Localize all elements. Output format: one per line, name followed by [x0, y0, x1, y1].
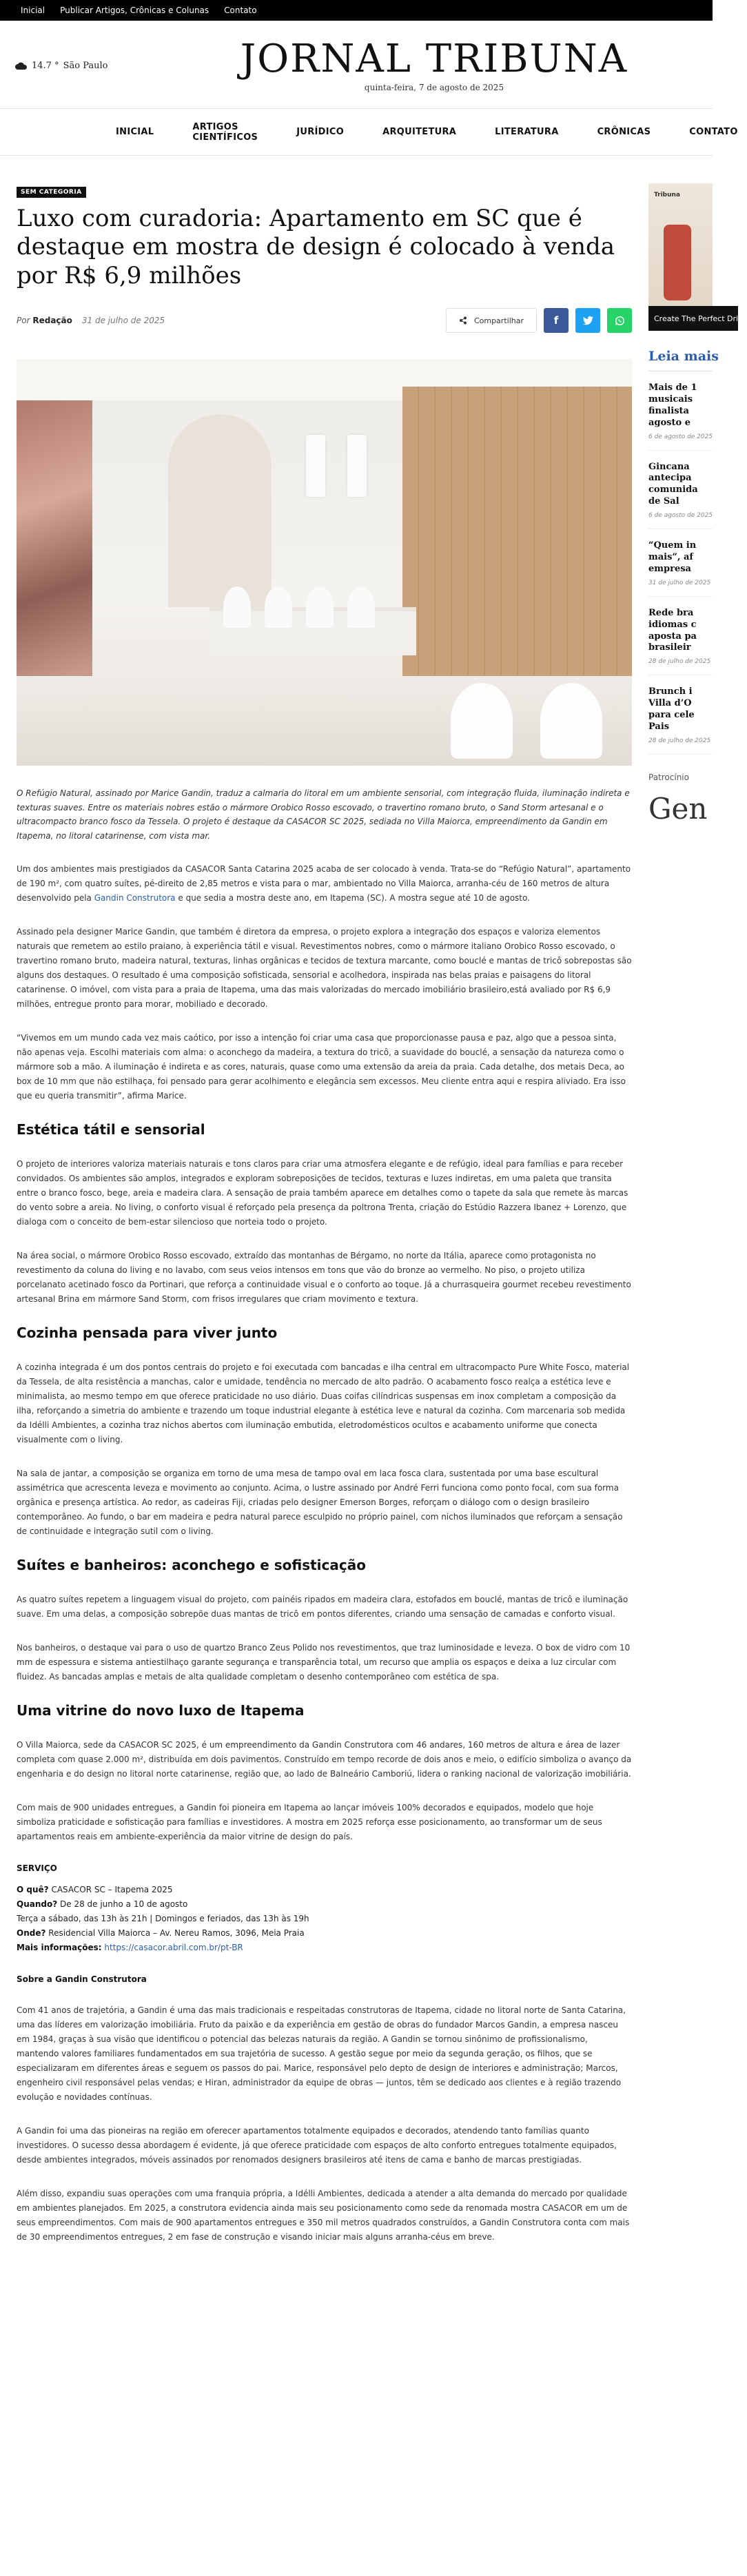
current-date: quinta-feira, 7 de agosto de 2025	[364, 83, 504, 92]
paragraph: Com mais de 900 unidades entregues, a Gandin foi pioneira em Itapema ao lançar imóveis 100% decorados e equipados, modelo que hoje simboliza praticidade e sofisticação para famílias e investidores. A mostra em 2025 reforça esse posicionamento, ao transformar um de seus apartamentos reais em ambiente-experiência da maior vitrine de design do país.	[17, 1802, 602, 1841]
servico-heading: SERVIÇO	[17, 1863, 57, 1873]
related-title[interactable]: “Quem in mais”, af empresa	[648, 540, 697, 574]
ad-brand: Tribuna	[654, 192, 681, 198]
related-title[interactable]: Mais de 1 musicais finalista agosto e	[648, 382, 697, 428]
servico-info	[17, 1883, 632, 1955]
section-heading: Cozinha pensada para viver junto	[17, 1324, 278, 1341]
nav-arquitetura[interactable]: ARQUITETURA	[382, 127, 457, 137]
servico-line: O quê? CASACOR SC – Itapema 2025	[17, 1884, 173, 1894]
servico-line: Quando? De 28 de junho a 10 de agosto	[17, 1899, 188, 1909]
weather-temp: 14.7 °	[32, 61, 59, 71]
related-item[interactable]	[648, 382, 713, 451]
servico-line: Onde? Residencial Villa Maiorca – Av. Nereu Ramos, 3096, Meia Praia	[17, 1928, 305, 1938]
topbar-link-publicar[interactable]: Publicar Artigos, Crônicas e Colunas	[60, 6, 209, 15]
hero-chair	[451, 683, 513, 759]
top-bar	[0, 0, 713, 21]
nav-cronicas[interactable]: CRÔNICAS	[597, 127, 651, 137]
nav-inicial[interactable]: INICIAL	[116, 127, 154, 137]
related-title[interactable]: Rede bra idiomas c aposta pa brasileir	[648, 607, 697, 653]
article-title: Luxo com curadoria: Apartamento em SC que é destaque em mostra de design é colocado à venda por R$ 6,9 milhões	[17, 205, 615, 289]
main-nav	[0, 109, 738, 156]
facebook-share-button[interactable]	[544, 308, 569, 333]
leia-mais-heading: Leia mais	[648, 349, 719, 364]
hero-arch	[168, 414, 272, 607]
paragraph: A Gandin foi uma das pioneiras na região em oferecer apartamentos totalmente equipados e decorados, atendendo tanto famílias quanto investidores. O sucesso dessa abordagem é evidente, já que oferece praticidade com espaços de alto conforto entregues totalmente equipados, desde ambientes integrados, móveis assinados por renomados designers brasileiros até itens de cama e banho de marcas prestigiadas.	[17, 2125, 617, 2165]
brand	[227, 37, 641, 92]
hero-stool	[265, 586, 292, 628]
nav-juridico[interactable]: JURÍDICO	[296, 127, 345, 137]
section-heading: Uma vitrine do novo luxo de Itapema	[17, 1701, 305, 1719]
share-button[interactable]	[446, 308, 537, 333]
sidebar	[648, 183, 747, 2245]
article-meta	[17, 307, 632, 334]
hero-hood-left	[306, 435, 325, 497]
hero-wood-panel	[402, 387, 632, 676]
ad-bottle-image	[664, 225, 691, 300]
weather-city: São Paulo	[63, 61, 108, 71]
by-label: Por	[17, 316, 30, 326]
paragraph: “Vivemos em um mundo cada vez mais caótico, por isso a intenção foi criar uma casa que proporcionasse pausa e paz, algo que a pessoa sinta, não apenas veja. Escolhi materiais com alma: o aconchego da madeira, a textura do tricô, a suavidade do bouclé, a sensação da natureza como o mármore sob a mão. A iluminação é indireta e as cores, naturais, quase como uma extensão da areia da praia. Cada detalhe, dos metais Deca, ao box de 10 mm que não estilhaça, foi pensado para gerar acolhimento e elegância sem excessos. Meu cliente entra aqui e respira aliviado. Era isso que eu queria transmitir”, afirma Marice.	[17, 1032, 626, 1101]
related-title[interactable]: Brunch i Villa d’O para cele Pais	[648, 686, 695, 733]
hero-stool	[223, 586, 251, 628]
servico-line: Mais informações: https://casacor.abril.com.br/pt-BR	[17, 1942, 243, 1952]
image-caption: O Refúgio Natural, assinado por Marice Gandin, traduz a calmaria do litoral em um ambiente sensorial, com integração fluida, iluminação indireta e texturas suaves. Entre os materiais nobres estão o mármore Orobico Rosso escovado, o travertino romano bruto, o Sand Storm artesanal e o ultracompacto branco fosco da Tessela. O projeto é destaque da CASACOR SC 2025, sediada no Villa Maiorca, empreendimento da Gandin em Itapema, no litoral catarinense, com vista mar.	[17, 788, 630, 841]
casacor-link[interactable]: https://casacor.abril.com.br/pt-BR	[104, 1942, 243, 1952]
servico-line: Terça a sábado, das 13h às 21h | Domingos e feriados, das 13h às 19h	[17, 1913, 309, 1923]
related-date: 6 de agosto de 2025	[648, 512, 713, 520]
hero-chair	[540, 683, 602, 759]
paragraph: Além disso, expandiu suas operações com uma franquia própria, a Idélli Ambientes, dedicada a atender a alta demanda do mercado por qualidade em ambientes planejados. Em 2025, a construtora evidencia ainda mais seu posicionamento como sede da renomada mostra CASACOR em um de seus empreendimentos. Com mais de 900 apartamentos entregues e 350 mil metros quadrados construídos, a Gandin Construtora conta com mais de 30 empreendimentos entregues, 2 em fase de construção e visando iniciar mais alguns arranha-céus em breve.	[17, 2188, 630, 2242]
related-title[interactable]: Gincana antecipa comunida de Sal	[648, 461, 698, 507]
paragraph: A cozinha integrada é um dos pontos centrais do projeto e foi executada com bancadas e ilha central em ultracompacto Pure White Fosco, material da Tessela, de alta resistência a manchas, calor e umidade, tendência no mercado de alto padrão. O acabamento fosco realça a estética leve e minimalista, ao mesmo tempo em que oferece praticidade no uso diário. Duas coifas cilíndricas suspensas em inox completam a composição da ilha, reforçando a simetria do ambiente e trazendo um toque industrial elegante à estética leve e natural da cozinha. Com marcenaria sob medida da Idélli Ambientes, a cozinha traz nichos abertos com iluminação embutida, eletrodomésticos ocultos e acabamento uniforme que conecta visualmente com o living.	[17, 1362, 630, 1444]
topbar-link-inicial[interactable]: Inicial	[21, 6, 45, 15]
related-date: 31 de julho de 2025	[648, 579, 711, 586]
whatsapp-icon	[615, 316, 625, 326]
hero-stool	[347, 586, 375, 628]
paragraph: As quatro suítes repetem a linguagem visual do projeto, com painéis ripados em madeira clara, estofados em bouclé, mantas de tricô e iluminação suave. Em uma delas, a composição sobrepõe duas mantas de tricô em pontos diferentes, criando uma sensação de camadas e conforto visual.	[17, 1594, 628, 1619]
sponsor-logo[interactable]: Gen	[648, 791, 708, 826]
sidebar-ad[interactable]	[648, 183, 747, 331]
whatsapp-share-button[interactable]	[607, 308, 632, 333]
hero-stool	[306, 586, 334, 628]
paragraph: Assinado pela designer Marice Gandin, que também é diretora da empresa, o projeto explora a integração dos espaços e valoriza elementos naturais que remetem ao estilo praiano, à experiência tátil e visual. Revestimentos nobres, como o mármore italiano Orobico Rosso escovado, o travertino romano bruto, madeira natural, texturas, linhas orgânicas e tecidos de textura marcante, como bouclé e mantas de tricô sobrepostas são alguns dos destaques. O resultado é uma composição sofisticada, sensorial e acolhedora, inspirada nas belas praias e paisagens do litoral catarinense. O imóvel, com vista para a praia de Itapema, uma das mais valorizadas do mercado imobiliário brasileiro,está avaliado por R$ 6,9 milhões, entregue pronto para morar, mobiliado e decorado.	[17, 926, 632, 1009]
related-date: 28 de julho de 2025	[648, 658, 711, 666]
twitter-icon	[583, 316, 593, 325]
section-heading: Suítes e banheiros: aconchego e sofisticação	[17, 1556, 366, 1573]
publish-date: 31 de julho de 2025	[81, 316, 165, 326]
paragraph: Nos banheiros, o destaque vai para o uso de quartzo Branco Zeus Polido nos revestimentos, que traz luminosidade e leveza. O box de vidro com 10 mm de espessura e sistema antiestilhaço garante segurança e transparência total, um recurso que amplia os espaços e deixa a luz circular com fluidez. As bancadas amplas e metais de alta qualidade completam o desenho contemporâneo com estética de spa.	[17, 1642, 631, 1681]
site-logo[interactable]: JORNAL TRIBUNA	[240, 37, 628, 81]
byline	[17, 316, 72, 325]
paragraph: O Villa Maiorca, sede da CASACOR SC 2025, é um empreendimento da Gandin Construtora com 46 andares, 160 metros de altura e área de lazer completa com quase 2.000 m², distribuída em dois pavimentos. Construído em tempo recorde de dois anos e meio, o edifício simboliza o avanço da engenharia e do design no litoral norte catarinense, região que, ao lado de Balneário Camboriú, lidera o ranking nacional de valorização imobiliária.	[17, 1739, 632, 1779]
share-bar	[446, 308, 632, 333]
patrocinio-label: Patrocínio	[648, 772, 689, 782]
paragraph: Na sala de jantar, a composição se organiza em torno de uma mesa de tampo oval em laca fosca clara, sustentada por uma base escultural assimétrica que acrescenta leveza e movimento ao conjunto. Acima, o lustre assinado por André Ferri funciona como ponto focal, com sua forma orgânica e presença artística. Ao redor, as cadeiras Fiji, criadas pelo designer Emerson Borges, reforçam o diálogo com o design brasileiro contemporâneo. Ao fundo, o bar em madeira e pedra natural parece esculpido no próprio painel, com nichos iluminados que reforçam a sensação de continuidade e integração sutil com o living.	[17, 1468, 623, 1536]
twitter-share-button[interactable]	[575, 308, 600, 333]
category-badge[interactable]: SEM CATEGORIA	[17, 187, 86, 198]
masthead	[0, 21, 713, 109]
gandin-link[interactable]: Gandin Construtora	[94, 892, 176, 903]
paragraph: Na área social, o mármore Orobico Rosso escovado, extraído das montanhas de Bérgamo, no norte da Itália, aparece como protagonista no revestimento da coluna do living e no lavabo, com seus veios intensos em tons que vão do bronze ao vermelho. No piso, o projeto utiliza porcelanato acetinado fosco da Portinari, que reforça a continuidade visual e o conforto ao toque. Já a churrasqueira gourmet recebeu revestimento artesanal Brina em mármore Sand Storm, com frisos irregulares que criam movimento e textura.	[17, 1250, 631, 1304]
share-label: Compartilhar	[473, 316, 524, 325]
topbar-link-contato[interactable]: Contato	[224, 6, 257, 15]
nav-literatura[interactable]: LITERATURA	[495, 127, 559, 137]
weather-widget	[15, 61, 108, 71]
ad-cta[interactable]: Create The Perfect Drink	[648, 306, 738, 331]
related-item[interactable]	[648, 462, 713, 530]
article-body	[17, 862, 632, 2245]
paragraph: Um dos ambientes mais prestigiados da CASACOR Santa Catarina 2025 acaba de ser colocado à venda. Trata-se do “Refúgio Natural”, apartamento de 190 m², com quatro suítes, pé-direito de 2,85 metros e vista para o mar, ambientado no Villa Maiorca, arranha-céu de 160 metros de altura desenvolvido pela Gandin Construtora e que sedia a mostra deste ano, em Itapema (SC). A mostra segue até 10 de agosto.	[17, 863, 631, 903]
article	[17, 183, 632, 2245]
related-item[interactable]	[648, 540, 713, 597]
nav-contato[interactable]: CONTATO	[689, 127, 738, 137]
nav-artigos-cientificos[interactable]: ARTIGOS CIENTÍFICOS	[192, 121, 258, 143]
related-item[interactable]	[648, 608, 713, 676]
section-heading: Estética tátil e sensorial	[17, 1121, 205, 1138]
related-item[interactable]	[648, 686, 713, 755]
hero-image[interactable]	[17, 359, 632, 766]
hero-hood-right	[347, 435, 367, 497]
paragraph: O projeto de interiores valoriza materiais naturais e tons claros para criar uma atmosfera elegante e de refúgio, ideal para famílias e para receber convidados. Os ambientes são amplos, integrados e exploram sobreposições de tecidos, texturas e luzes indiretas, em uma paleta que transita entre o branco fosco, bege, areia e madeira clara. A sensação de praia também aparece em detalhes como o tapete da sala que remete às marcas do vento sobre a areia. No living, o conforto visual é reforçado pela presença da poltrona Trenta, criação do Estúdio Razzera Ibanez + Lorenzo, que dialoga com o conceito de bem-estar silencioso que norteia todo o projeto.	[17, 1158, 628, 1227]
author-link[interactable]: Redação	[32, 316, 72, 326]
related-date: 6 de agosto de 2025	[648, 433, 713, 440]
paragraph: Com 41 anos de trajetória, a Gandin é uma das mais tradicionais e respeitadas construtoras de Itapema, cidade no litoral norte de Santa Catarina, uma das líderes em valorização imobiliária. Fruto da paixão e da experiência em gestão de obras do fundador Marcos Gandin, a empresa nasceu em 1984, graças à sua visão que identificou o potencial das belezas naturais da região. A Gandin se tornou sinônimo de profissionalismo, mantendo valores familiares fundamentados em sua trajetória de sucesso. A gestão segue por meio da segunda geração, os filhos, que se especializaram em diferentes áreas e seguem os passos do pai. Marice, responsável pelo depto de design de interiores e administração; Marcos, engenheiro civil responsável pelas vendas; e Hiran, administrador da equipe de obras — juntos, têm se dedicado aos clientes e à região trazendo evolução e novidades contínuas.	[17, 2005, 626, 2102]
facebook-icon: f	[553, 314, 559, 327]
cloud-icon	[15, 62, 28, 70]
related-date: 28 de julho de 2025	[648, 737, 711, 744]
share-icon	[459, 316, 467, 325]
sobre-heading: Sobre a Gandin Construtora	[17, 1974, 147, 1984]
